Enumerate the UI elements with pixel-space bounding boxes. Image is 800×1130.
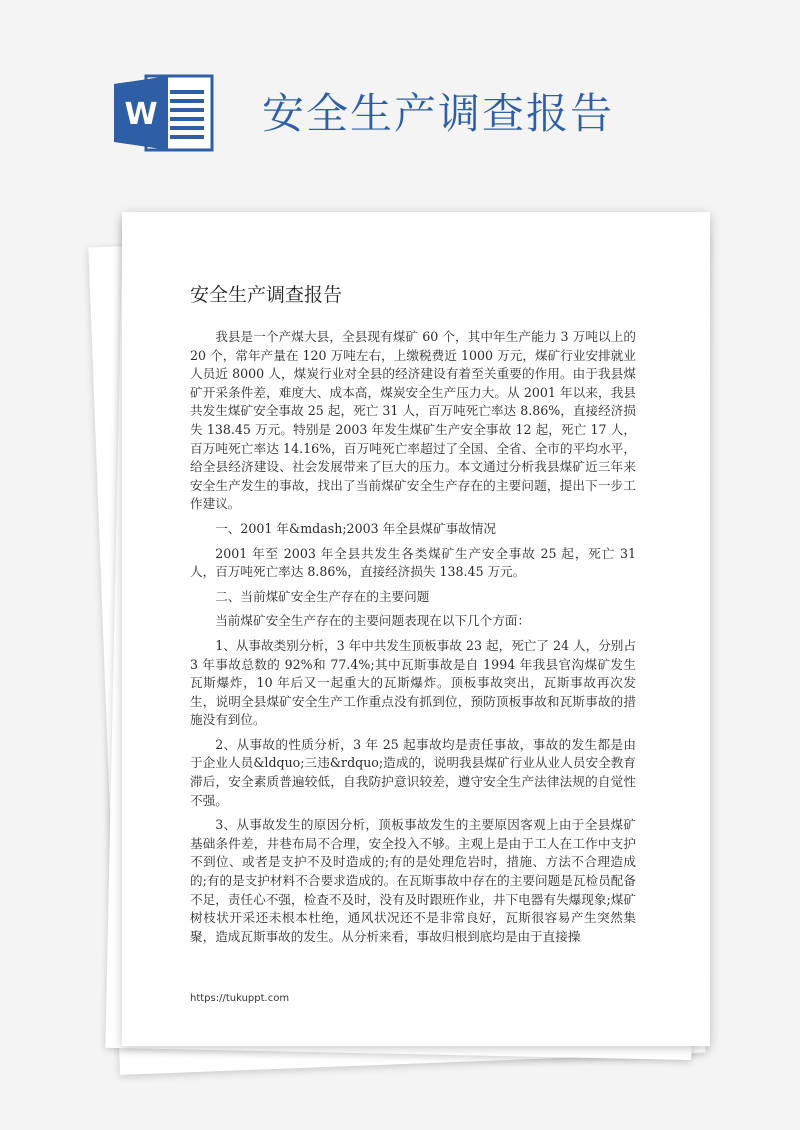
- document-body: [190, 328, 636, 994]
- word-document-icon: [112, 72, 216, 154]
- paragraph-point-2: 2、从事故的性质分析，3 年 25 起事故均是责任事故，事故的发生都是由于企业人员&ldquo;三违&rdquo;造成的，说明我县煤矿行业从业人员安全教育滞后，安全素质普遍较低，自我防护意识较差，遵守安全生产法律法规的自觉性不强。: [190, 736, 636, 808]
- document-title: 安全生产调查报告: [190, 284, 343, 306]
- footer-url: https://tukuppt.com: [190, 993, 290, 1004]
- paragraph-point-1: 1、从事故类别分析，3 年中共发生顶板事故 23 起，死亡了 24 人，分别占 3 年事故总数的 92%和 77.4%;其中瓦斯事故是自 1994 年我县官沟煤矿发生瓦斯爆炸，10 年后又一起重大的瓦斯爆炸。顶板事故突出，瓦斯事故再次发生，说明全县煤矿安全生产工作重点没有抓到位，预防顶板事故和瓦斯事故的措施没有到位。: [190, 637, 636, 728]
- banner-title: 安全生产调查报告: [262, 89, 615, 138]
- word-icon-letter: W: [124, 97, 158, 132]
- paragraph-intro: 我县是一个产煤大县，全县现有煤矿 60 个，其中年生产能力 3 万吨以上的 20 个，常年产量在 120 万吨左右，上缴税费近 1000 万元，煤矿行业安排就业人员近 8000 人，煤炭行业对全县的经济建设有着至关重要的作用。由于我县煤矿开采条件差，难度大、成本高，煤炭安全生产压力大。从 2001 年以来，我县共发生煤矿安全事故 25 起，死亡 31 人，百万吨死亡率达 8.86%，直接经济损失 138.45 万元。特别是 2003 年发生煤矿生产安全事故 12 起，死亡 17 人，百万吨死亡率达 14.16%，百万吨死亡率超过了全国、全省、全市的平均水平，给全县经济建设、社会发展带来了巨大的压力。本文通过分析我县煤矿近三年来安全生产发生的事故，找出了当前煤矿安全生产存在的主要问题，提出下一步工作建议。: [190, 329, 636, 512]
- paragraph-point-3: 3、从事故发生的原因分析，顶板事故发生的主要原因客观上由于全县煤矿基础条件差，井巷布局不合理，安全投入不够。主观上是由于工人在工作中支护不到位、或者是支护不及时造成的;有的是处理危岩时，措施、方法不合理造成的;有的是支护材料不合要求造成的。在瓦斯事故中存在的主要问题是瓦检员配备不足，责任心不强，检查不及时，没有及时跟班作业，井下电器有失爆现象;煤矿树枝状开采还未根本杜绝，通风状况还不是非常良好，瓦斯很容易产生突然集聚，造成瓦斯事故的发生。从分析来看，事故归根到底均是由于直接操: [190, 817, 636, 944]
- paragraph-problems-intro: 当前煤矿安全生产存在的主要问题表现在以下几个方面：: [215, 613, 531, 629]
- section-heading-2: 二、当前煤矿安全生产存在的主要问题: [215, 588, 430, 604]
- section-heading-1: 一、2001 年&mdash;2003 年全县煤矿事故情况: [215, 520, 496, 536]
- document-page: [122, 212, 710, 1046]
- paragraph-accident-summary: 2001 年至 2003 年全县共发生各类煤矿生产安全事故 25 起，死亡 31 人，百万吨死亡率达 8.86%，直接经济损失 138.45 万元。: [190, 545, 636, 580]
